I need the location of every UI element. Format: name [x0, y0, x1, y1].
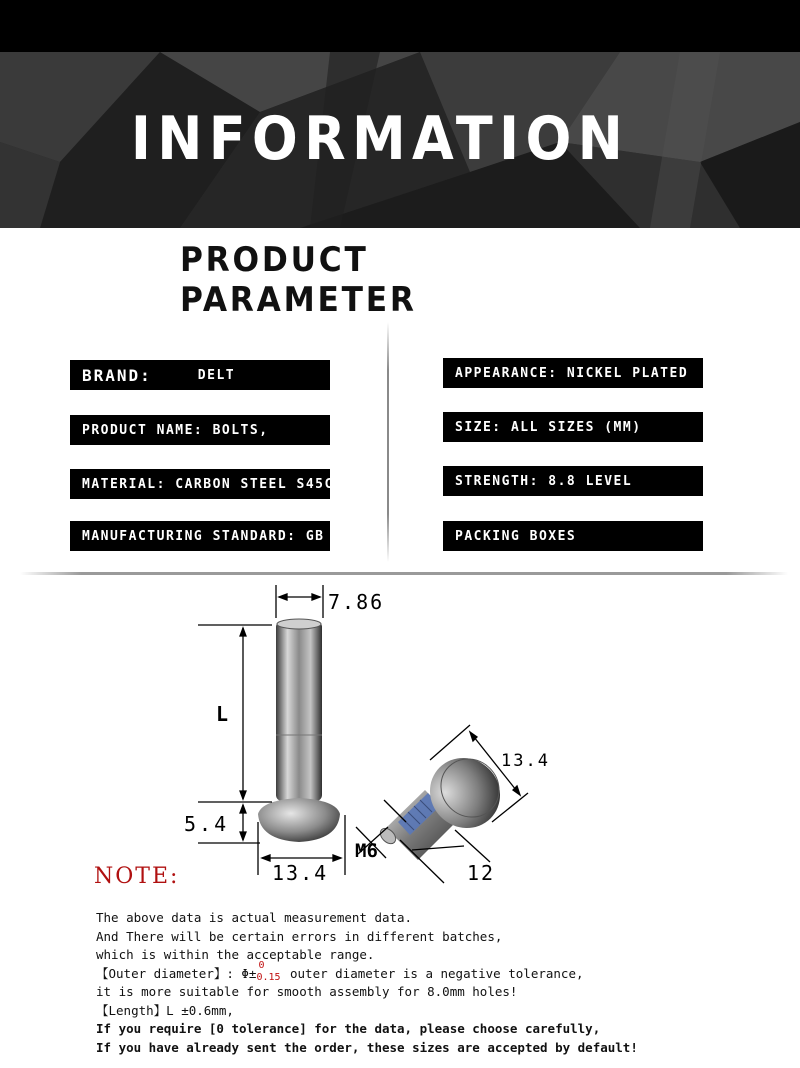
hero-title: INFORMATION: [130, 104, 630, 174]
dim-length: [198, 625, 272, 802]
param-appearance: APPEARANCE: NICKEL PLATED: [443, 358, 703, 388]
note-line-5: it is more suitable for smooth assembly for 8.0mm holes!: [96, 984, 518, 999]
param-material: MATERIAL: CARBON STEEL S45C: [70, 469, 330, 499]
param-product-name: PRODUCT NAME: BOLTS,: [70, 415, 330, 445]
note-line-1: The above data is actual measurement data.: [96, 910, 413, 925]
note-line-4-suffix: outer diameter is a negative tolerance,: [282, 965, 584, 981]
tolerance-lower: 0.15: [256, 971, 281, 983]
tolerance-upper: 0: [258, 959, 265, 971]
dim-head-diameter-side-label: 13.4: [501, 751, 550, 771]
note-title: NOTE:: [94, 864, 180, 889]
dim-thread-length-label: 12: [467, 861, 496, 885]
note-line-7: If you require [0 tolerance] for the data, please choose carefully,: [96, 1021, 601, 1036]
tolerance-values: [256, 959, 282, 983]
hero-banner: [0, 52, 800, 228]
dim-head-diameter-front-label: 13.4: [272, 861, 329, 885]
front-bolt-head: [258, 798, 340, 842]
note-line-4: [96, 959, 796, 984]
param-brand-key: BRAND:: [82, 365, 152, 385]
param-strength: STRENGTH: 8.8 LEVEL: [443, 466, 703, 496]
dim-length-label: L: [216, 702, 229, 726]
top-black-bar: [0, 0, 800, 52]
vertical-divider: [387, 322, 389, 562]
dim-thread-label: M6: [355, 840, 378, 862]
param-size: SIZE: ALL SIZES (MM): [443, 412, 703, 442]
param-brand-value: DELT: [197, 367, 236, 383]
note-line-4-prefix: 【Outer diameter】: Φ±: [96, 965, 257, 981]
note-body: [96, 909, 796, 1057]
note-line-6: 【Length】L ±0.6mm,: [96, 1002, 234, 1018]
param-packing: PACKING BOXES: [443, 521, 703, 551]
front-bolt-shaft: [276, 619, 322, 801]
side-bolt: [377, 744, 514, 860]
param-standard: MANUFACTURING STANDARD: GB: [70, 521, 330, 551]
note-line-8: If you have already sent the order, these sizes are accepted by default!: [96, 1039, 638, 1055]
note-line-2: And There will be certain errors in different batches,: [96, 928, 503, 944]
dim-shaft-diameter-label: 7.86: [328, 590, 385, 614]
section-title: PRODUCT PARAMETER: [180, 240, 417, 320]
note-line-3: which is within the acceptable range.: [96, 947, 375, 962]
dim-shaft-diameter: [276, 585, 323, 618]
dim-head-height-label: 5.4: [184, 812, 230, 836]
param-brand: [70, 360, 330, 390]
